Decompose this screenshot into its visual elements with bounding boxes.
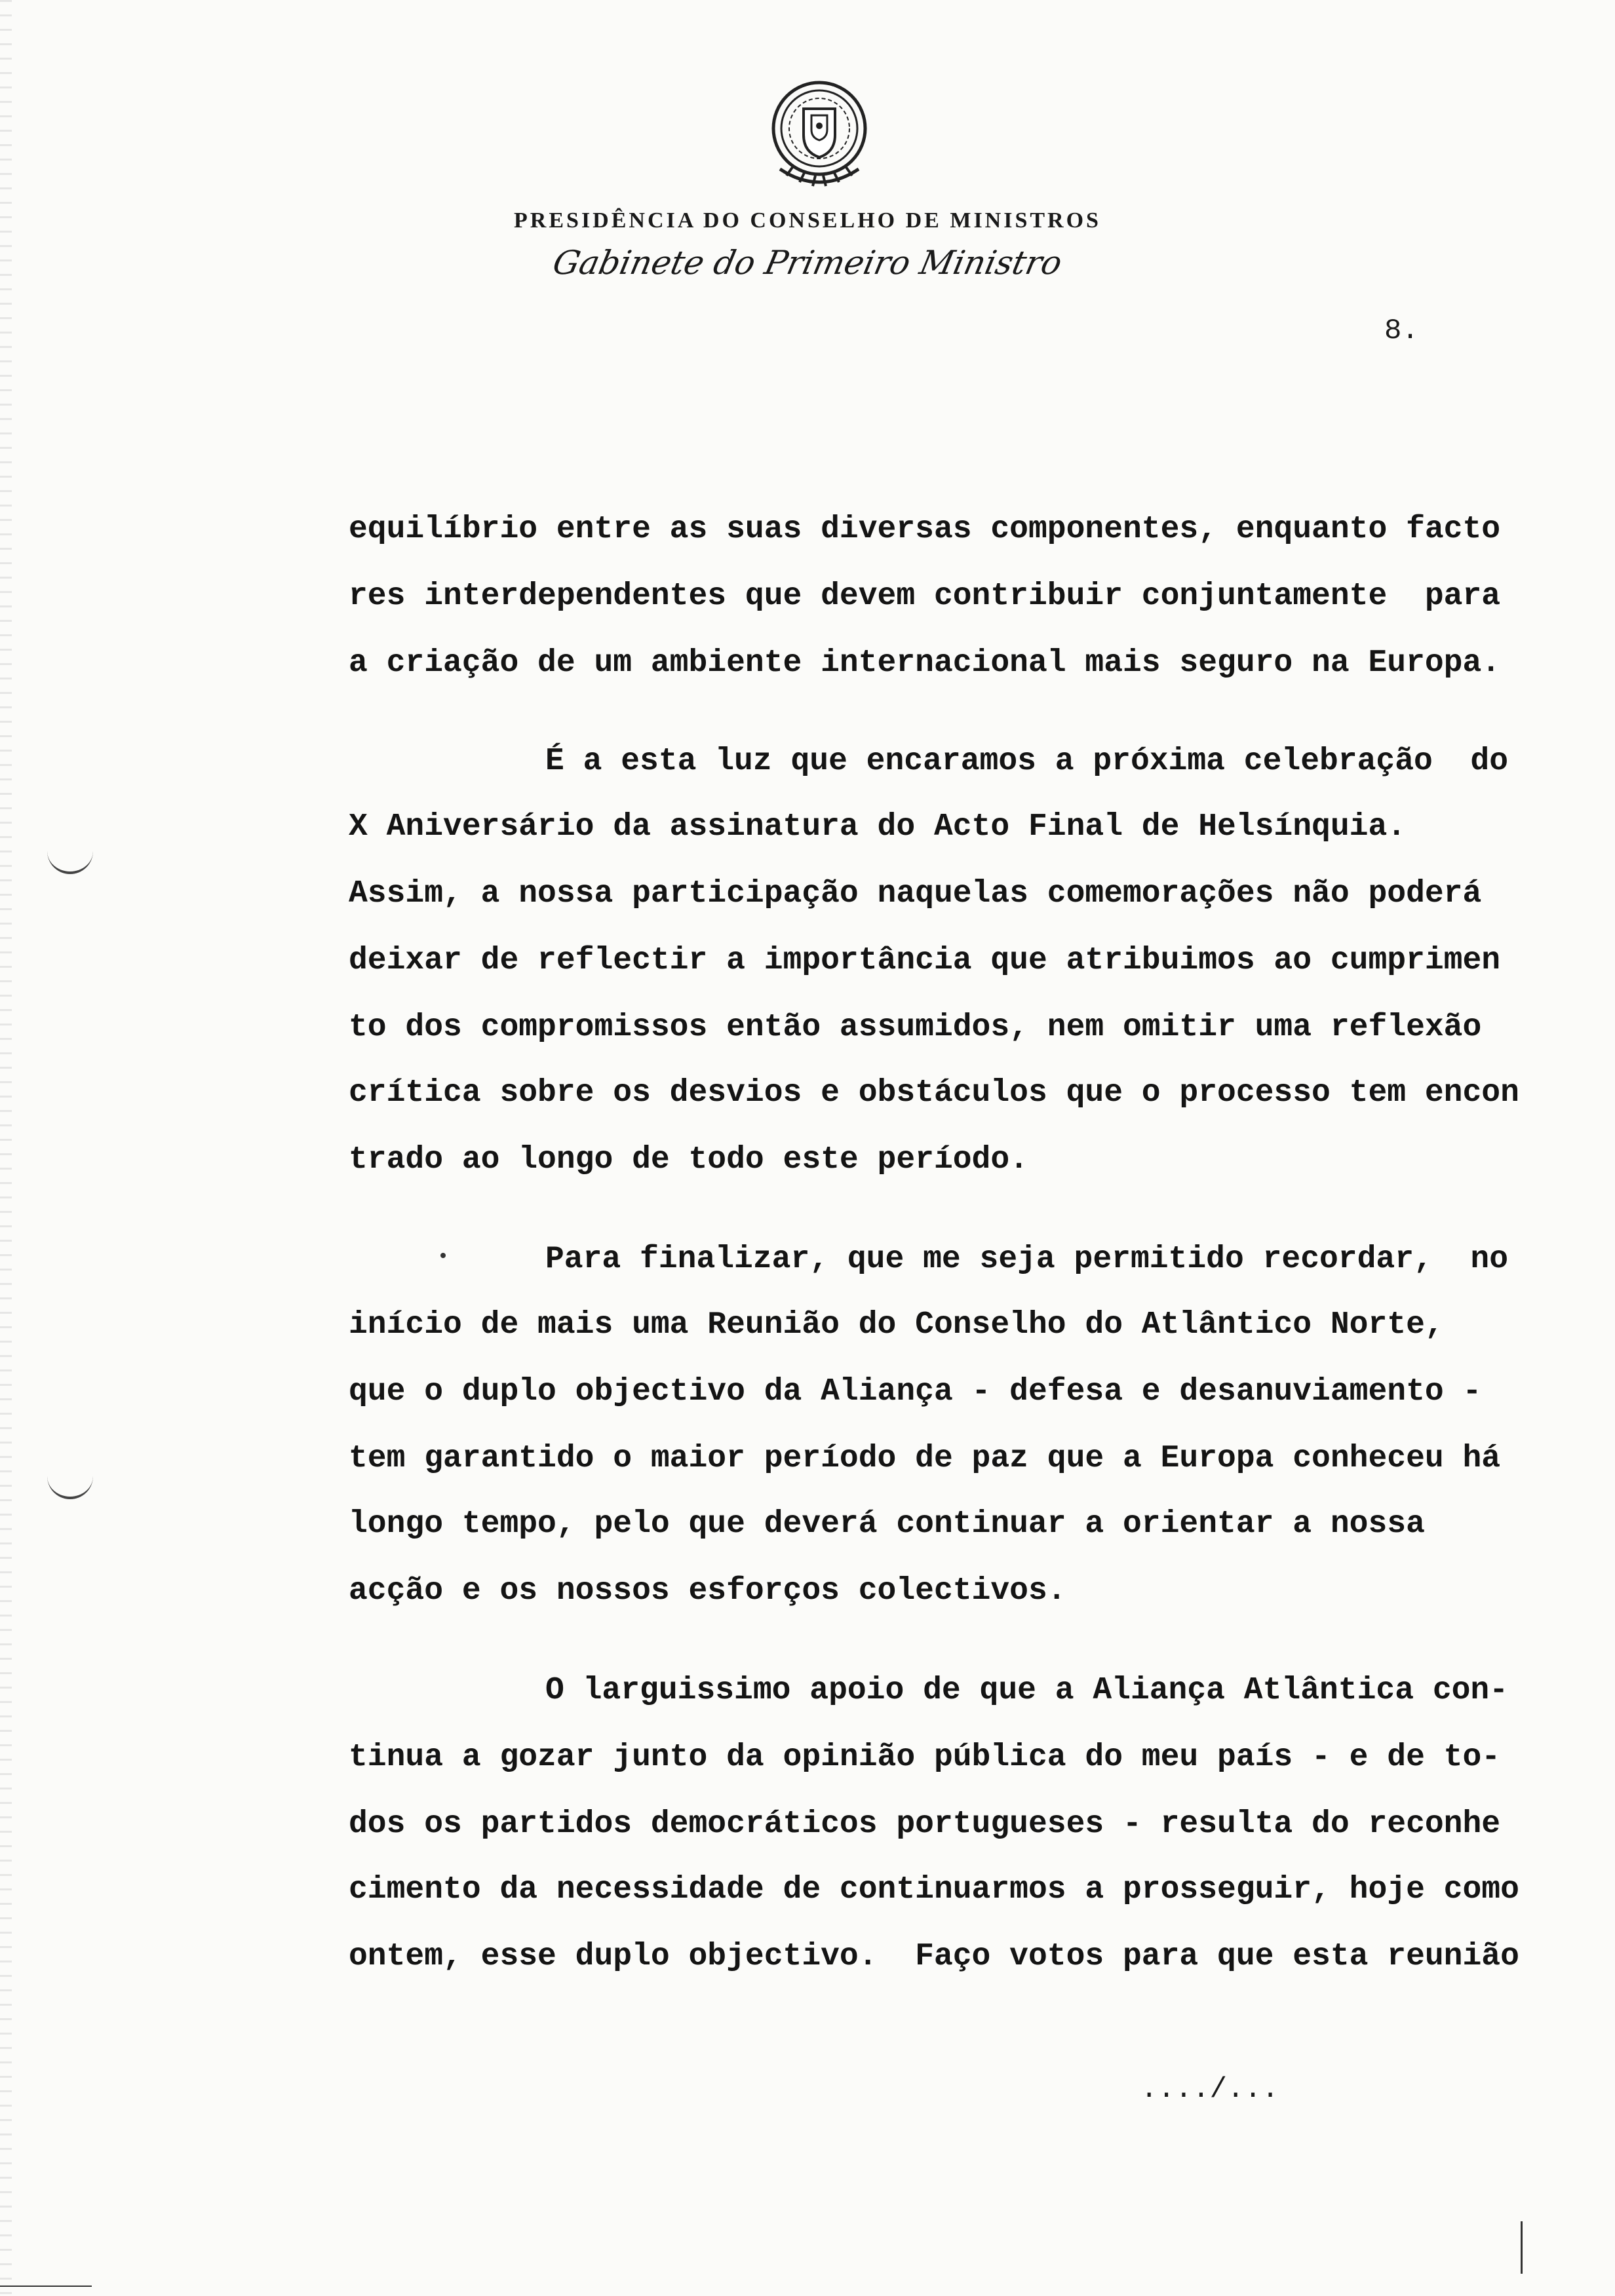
header-office-script: Gabinete do Primeiro Ministro (549, 244, 1066, 282)
binding-hole-mark (47, 1474, 93, 1499)
text-line: equilíbrio entre as suas diversas componentes, enquanto facto (349, 512, 1501, 547)
continuation-marker: ..../... (1140, 2073, 1279, 2106)
text-line: tinua a gozar junto da opinião pública do meu país - e de to- (349, 1740, 1501, 1775)
text-line: ontem, esse duplo objectivo. Faço votos para que esta reunião (349, 1939, 1519, 1974)
text-line: cimento da necessidade de continuarmos a prosseguir, hoje como (349, 1872, 1519, 1907)
text-line: X Aniversário da assinatura do Acto Final de Helsínquia. (349, 809, 1407, 845)
text-line: longo tempo, pelo que deverá continuar a orientar a nossa (349, 1506, 1425, 1542)
header-org-title: PRESIDÊNCIA DO CONSELHO DE MINISTROS (514, 208, 1101, 233)
text-line: que o duplo objectivo da Aliança - defesa e desanuviamento - (349, 1374, 1482, 1409)
text-line: res interdependentes que devem contribuir conjuntamente para (349, 579, 1501, 614)
text-line: Assim, a nossa participação naquelas comemorações não poderá (349, 876, 1482, 911)
text-line: deixar de reflectir a importância que atribuimos ao cumprimen (349, 943, 1501, 978)
text-line: acção e os nossos esforços colectivos. (349, 1573, 1066, 1609)
text-line: crítica sobre os desvios e obstáculos que o processo tem encon (349, 1075, 1519, 1111)
scan-line-mark (1521, 2221, 1523, 2274)
bullet-dot (440, 1253, 446, 1258)
text-line: tem garantido o maior período de paz que a Europa conheceu há (349, 1441, 1501, 1476)
text-line: início de mais uma Reunião do Conselho do Atlântico Norte, (349, 1307, 1444, 1343)
text-line: dos os partidos democráticos portugueses - resulta do reconhe (349, 1807, 1501, 1842)
text-line: a criação de um ambiente internacional mais seguro na Europa. (349, 645, 1501, 681)
text-line: É a esta luz que encaramos a próxima celebração do (545, 744, 1509, 779)
text-line: trado ao longo de todo este período. (349, 1142, 1028, 1177)
page-number: 8. (1384, 315, 1419, 347)
text-line: Para finalizar, que me seja permitido recordar, no (545, 1242, 1509, 1277)
coat-of-arms-emblem-icon (760, 71, 878, 202)
text-line: to dos compromissos então assumidos, nem omitir uma reflexão (349, 1010, 1482, 1045)
binding-hole-mark (47, 849, 93, 874)
scan-line-mark (0, 2286, 92, 2287)
text-line: O larguissimo apoio de que a Aliança Atlântica con- (545, 1673, 1509, 1708)
scan-edge-noise (0, 0, 12, 2296)
